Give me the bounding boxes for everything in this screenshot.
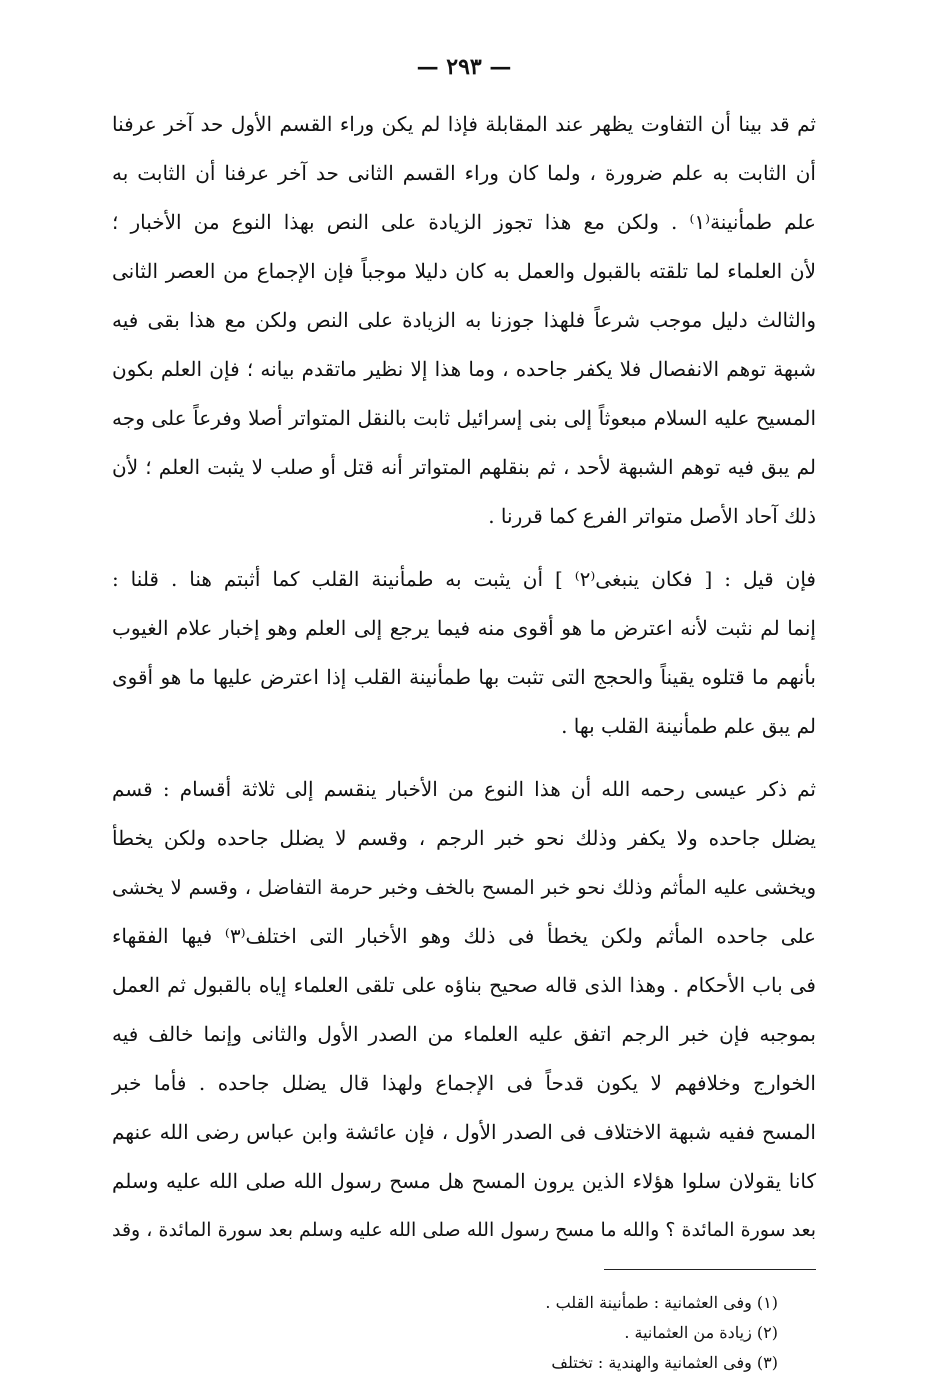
text-line: فى باب الأحكام . وهذا الذى قاله صحيح بناؤه على تلقى العلماء إياه بالقبول ثم العمل (112, 973, 816, 997)
text-line: لأن العلماء لما تلقته بالقبول والعمل به كان دليلا موجباً فإن الإجماع من العصر الثانى (112, 259, 816, 283)
text-line: المسيح عليه السلام مبعوثاً إلى بنى إسرائيل ثابت بالنقل المتواتر أصلا وفرعاً على وجه (112, 406, 816, 430)
text-line: على جاحده المأثم ولكن يخطأ فى ذلك وهو الأخبار التى اختلف⁽٣⁾ فيها الفقهاء (112, 924, 816, 948)
text-line: ويخشى عليه المأثم وذلك نحو خبر المسح بالخف وخبر حرمة التفاضل ، وقسم لا يخشى (112, 876, 816, 899)
text-line: ذلك آحاد الأصل متواتر الفرع كما قررنا . (488, 504, 816, 528)
footnote-2: (٢) زيادة من العثمانية . (624, 1323, 778, 1342)
footnote-divider (604, 1269, 816, 1270)
text-line: بأنهم ما قتلوه يقيناً والحجج التى تثبت بها طمأنينة القلب إذا اعترض عليها ما هو أقوى (112, 665, 816, 689)
paragraph-1 (112, 100, 816, 541)
text-line: علم طمأنينة⁽١⁾ . ولكن مع هذا تجوز الزيادة على النص بهذا النوع من الأخبار ؛ (112, 210, 816, 234)
text-line: المسح ففيه شبهة الاختلاف فى الصدر الأول ، فإن عائشة وابن عباس رضى الله عنهم (112, 1120, 816, 1144)
page-number: — ٢٩٣ — (416, 54, 512, 80)
text-line: يضلل جاحده ولا يكفر وذلك نحو خبر الرجم ، وقسم لا يضلل جاحده ولكن يخطأ (112, 826, 816, 850)
text-line: لم يبق علم طمأنينة القلب بها . (561, 714, 816, 738)
paragraph-3 (112, 765, 816, 1255)
footnote-3: (٣) وفى العثمانية والهندية : تختلف (551, 1353, 778, 1372)
text-line: إنما لم نثبت لأنه اعترض ما هو أقوى منه فيما يرجع إلى العلم وهو إخبار علام الغيوب (112, 616, 816, 640)
text-line: شبهة توهم الانفصال فلا يكفر جاحده ، وما هذا إلا نظير ماتقدم بيانه ؛ فإن العلم بكون (112, 357, 816, 381)
text-line: ثم ذكر عيسى رحمه الله أن هذا النوع من الأخبار ينقسم إلى ثلاثة أقسام : قسم (112, 777, 816, 801)
paragraph-2 (112, 555, 816, 751)
text-line: ثم قد بينا أن التفاوت يظهر عند المقابلة فإذا لم يكن وراء القسم الأول حد آخر عرفنا (112, 112, 816, 136)
footnote-1: (١) وفى العثمانية : طمأنينة القلب . (545, 1293, 778, 1312)
text-line: أن الثابت به علم ضرورة ، ولما كان وراء القسم الثانى حد آخر عرفنا أن الثابت به (112, 161, 816, 185)
text-line: بعد سورة المائدة ؟ والله ما مسح رسول الله صلى الله عليه وسلم بعد سورة المائدة ، وقد (112, 1219, 816, 1241)
text-line: الخوارج وخلافهم لا يكون قدحاً فى الإجماع ولهذا قال يضلل جاحده . فأما خبر (112, 1071, 816, 1095)
text-line: والثالث دليل موجب شرعاً فلهذا جوزنا به الزيادة على النص ولكن مع هذا بقى فيه (112, 308, 816, 332)
text-line: لم يبق فيه توهم الشبهة لأحد ، ثم بنقلهم المتواتر أنه قتل أو صلب لا يثبت العلم ؛ لأن (112, 455, 816, 479)
footnotes (112, 1288, 816, 1378)
text-line: فإن قيل : [ فكان ينبغى⁽٢⁾ ] أن يثبت به طمأنينة القلب كما أثبتم هنا . قلنا : (112, 567, 816, 591)
text-line: بموجبه فإن خبر الرجم اتفق عليه العلماء من الصدر الأول والثانى وإنما خالف فيه (112, 1022, 816, 1046)
text-line: كانا يقولان سلوا هؤلاء الذين يرون المسح هل مسح رسول الله صلى الله عليه وسلم (112, 1169, 816, 1193)
